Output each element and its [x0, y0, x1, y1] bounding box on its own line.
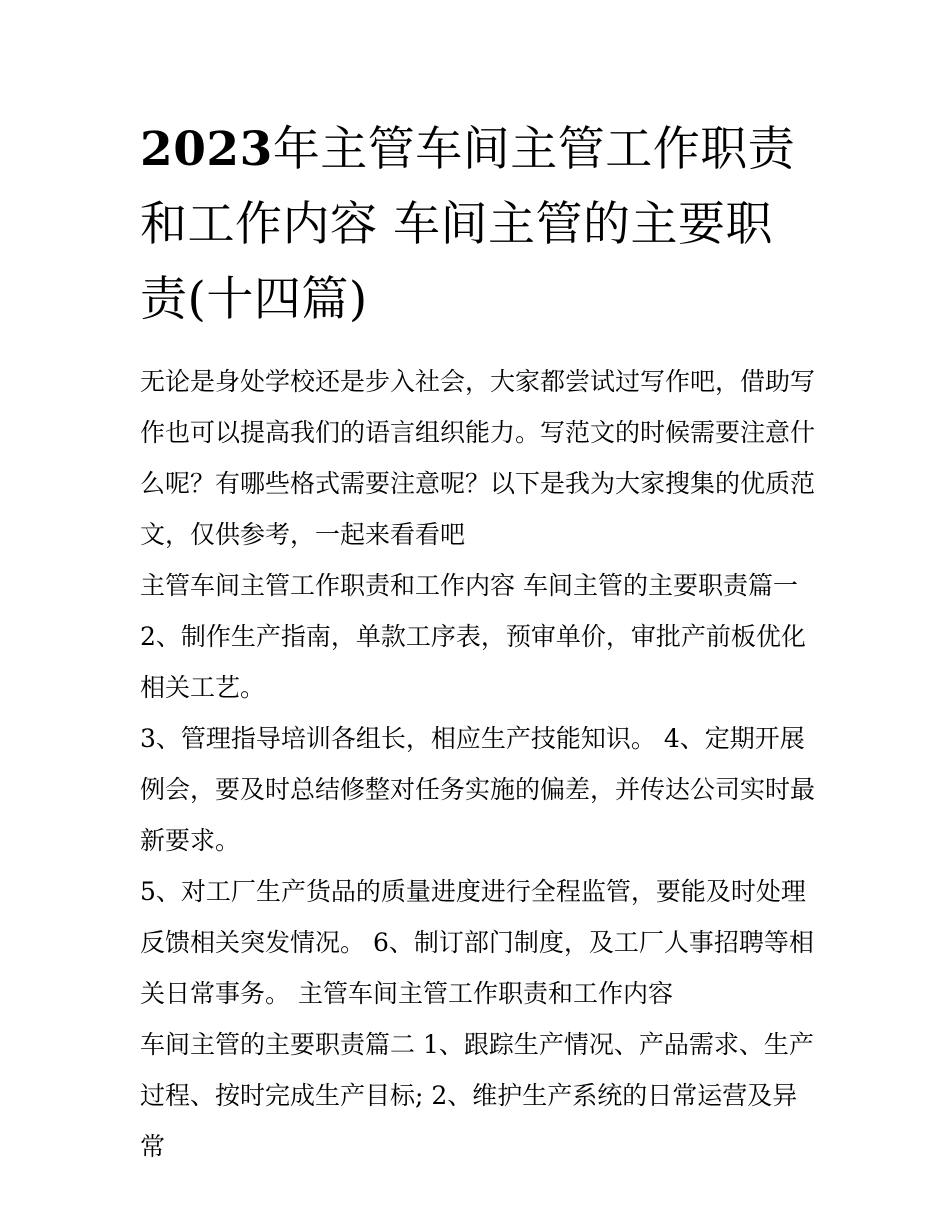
paragraph-item-5-6: 5、对工厂生产货品的质量进度进行全程监管，要能及时处理反馈相关突发情况。 6、制订部门制度，及工厂人事招聘等相关日常事务。 主管车间主管工作职责和工作内容 [140, 877, 814, 1008]
title-year: 2023 [140, 122, 273, 177]
paragraph-item-2: 2、制作生产指南，单款工序表，预审单价，审批产前板优化相关工艺。 [140, 622, 806, 702]
document-body [140, 356, 820, 1172]
paragraph-item-3-4: 3、管理指导培训各组长，相应生产技能知识。 4、定期开展例会，要及时总结修整对任务实施的偏差，并传达公司实时最新要求。 [140, 724, 816, 855]
paragraph-intro: 无论是身处学校还是步入社会，大家都尝试过写作吧，借助写作也可以提高我们的语言组织能力。写范文的时候需要注意什么呢？有哪些格式需要注意呢？以下是我为大家搜集的优质范文，仅供参考，一起来看看吧 [140, 367, 816, 549]
document-title [140, 112, 820, 337]
paragraph-section-2: 车间主管的主要职责篇二 1、跟踪生产情况、产品需求、生产过程、按时完成生产目标; 2、维护生产系统的日常运营及异常 [140, 1030, 814, 1161]
paragraph-section-heading-1: 主管车间主管工作职责和工作内容 车间主管的主要职责篇一 [140, 571, 798, 600]
title-text: 年主管车间主管工作职责和工作内容 车间主管的主要职责(十四篇) [140, 122, 796, 327]
